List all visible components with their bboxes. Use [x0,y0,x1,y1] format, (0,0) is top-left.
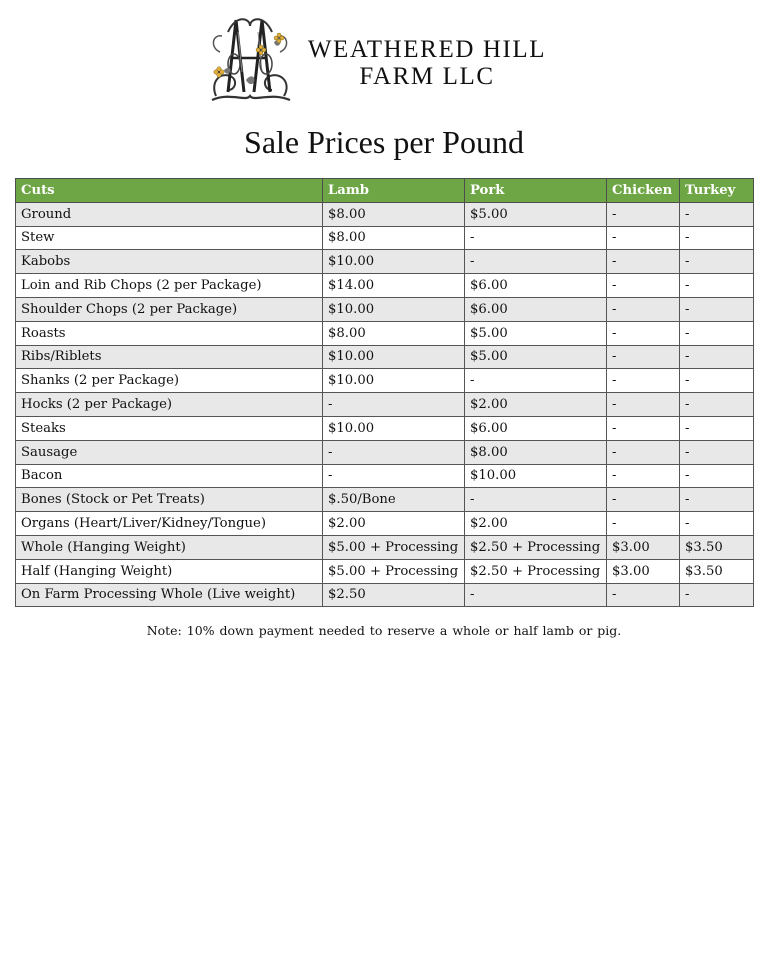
table-row [16,583,754,607]
cell-chicken: - [607,345,680,369]
cell-pork: $2.00 [465,393,607,417]
cell-cut: Ground [16,202,323,226]
farm-name-line2: FARM LLC [359,63,495,90]
cell-chicken: - [607,226,680,250]
table-row [16,416,754,440]
farm-name-line1: WEATHERED HILL [307,36,547,63]
cell-lamb: $10.00 [323,250,465,274]
cell-lamb: $2.00 [323,512,465,536]
table-row [16,464,754,488]
cell-lamb: - [323,393,465,417]
cell-pork: - [465,369,607,393]
cell-pork: $5.00 [465,321,607,345]
cell-lamb: $5.00 + Processing [323,535,465,559]
deposit-note: Note: 10% down payment needed to reserve a whole or half lamb or pig. [146,623,622,638]
table-row [16,202,754,226]
table-row [16,559,754,583]
cell-pork: $5.00 [465,202,607,226]
cell-chicken: - [607,321,680,345]
cell-turkey: - [680,440,754,464]
cell-turkey: - [680,297,754,321]
cell-chicken: - [607,440,680,464]
cell-turkey: - [680,274,754,298]
cell-cut: Whole (Hanging Weight) [16,535,323,559]
table-row [16,535,754,559]
farm-crest-logo-icon [206,12,294,104]
header-chicken: Chicken [607,179,680,203]
cell-pork: $8.00 [465,440,607,464]
cell-cut: Kabobs [16,250,323,274]
cell-lamb: $14.00 [323,274,465,298]
cell-cut: Shoulder Chops (2 per Package) [16,297,323,321]
cell-pork: $6.00 [465,297,607,321]
table-header-row [16,179,754,203]
price-table [15,178,754,607]
cell-cut: Roasts [16,321,323,345]
cell-lamb: $10.00 [323,345,465,369]
cell-pork: $2.00 [465,512,607,536]
header [0,10,768,105]
cell-chicken: - [607,297,680,321]
cell-chicken: - [607,416,680,440]
cell-pork: $2.50 + Processing [465,559,607,583]
cell-chicken: - [607,393,680,417]
table-row [16,345,754,369]
cell-cut: Bones (Stock or Pet Treats) [16,488,323,512]
cell-turkey: - [680,512,754,536]
cell-chicken: - [607,512,680,536]
cell-lamb: $2.50 [323,583,465,607]
cell-lamb: $.50/Bone [323,488,465,512]
cell-lamb: $8.00 [323,321,465,345]
header-lamb: Lamb [323,179,465,203]
table-row [16,321,754,345]
cell-turkey: - [680,321,754,345]
cell-cut: Half (Hanging Weight) [16,559,323,583]
cell-chicken: - [607,583,680,607]
cell-cut: Sausage [16,440,323,464]
cell-turkey: - [680,393,754,417]
cell-pork: $10.00 [465,464,607,488]
cell-chicken: $3.00 [607,535,680,559]
cell-turkey: - [680,226,754,250]
cell-cut: Bacon [16,464,323,488]
cell-chicken: - [607,202,680,226]
header-cuts: Cuts [16,179,323,203]
cell-lamb: - [323,464,465,488]
table-row [16,488,754,512]
cell-turkey: - [680,345,754,369]
cell-turkey: - [680,488,754,512]
header-pork: Pork [465,179,607,203]
cell-chicken: - [607,488,680,512]
cell-cut: Shanks (2 per Package) [16,369,323,393]
table-row [16,250,754,274]
cell-turkey: - [680,464,754,488]
cell-cut: Loin and Rib Chops (2 per Package) [16,274,323,298]
table-row [16,274,754,298]
cell-pork: $6.00 [465,416,607,440]
cell-cut: Hocks (2 per Package) [16,393,323,417]
cell-turkey: $3.50 [680,535,754,559]
cell-pork: - [465,583,607,607]
cell-cut: Organs (Heart/Liver/Kidney/Tongue) [16,512,323,536]
cell-lamb: $10.00 [323,297,465,321]
cell-lamb: $10.00 [323,416,465,440]
table-row [16,226,754,250]
cell-cut: Steaks [16,416,323,440]
cell-chicken: $3.00 [607,559,680,583]
cell-turkey: - [680,583,754,607]
cell-cut: Ribs/Riblets [16,345,323,369]
cell-turkey: - [680,202,754,226]
table-row [16,440,754,464]
cell-chicken: - [607,464,680,488]
cell-cut: Stew [16,226,323,250]
page-title: Sale Prices per Pound [244,124,524,160]
cell-pork: - [465,488,607,512]
cell-lamb: $5.00 + Processing [323,559,465,583]
cell-pork: - [465,250,607,274]
cell-turkey: $3.50 [680,559,754,583]
cell-cut: On Farm Processing Whole (Live weight) [16,583,323,607]
cell-turkey: - [680,416,754,440]
cell-chicken: - [607,250,680,274]
cell-pork: $6.00 [465,274,607,298]
cell-turkey: - [680,250,754,274]
cell-lamb: $8.00 [323,226,465,250]
cell-lamb: $10.00 [323,369,465,393]
cell-chicken: - [607,369,680,393]
header-turkey: Turkey [680,179,754,203]
table-row [16,512,754,536]
cell-pork: $5.00 [465,345,607,369]
table-row [16,393,754,417]
cell-lamb: - [323,440,465,464]
table-row [16,297,754,321]
table-row [16,369,754,393]
cell-pork: - [465,226,607,250]
cell-pork: $2.50 + Processing [465,535,607,559]
cell-turkey: - [680,369,754,393]
cell-lamb: $8.00 [323,202,465,226]
cell-chicken: - [607,274,680,298]
farm-name [292,36,562,90]
